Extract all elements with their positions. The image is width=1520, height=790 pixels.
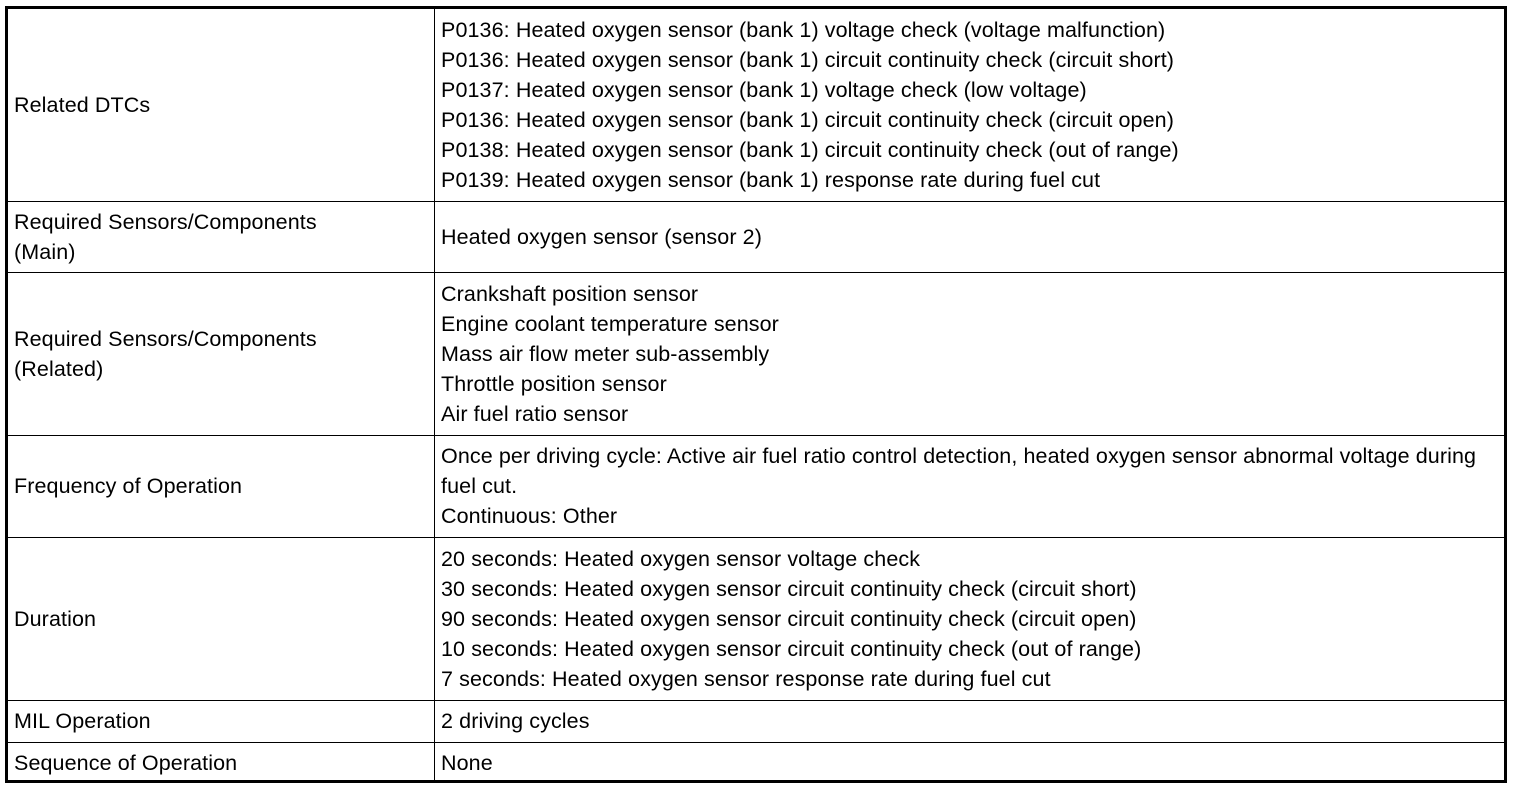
value-line: Mass air flow meter sub-assembly [441,341,770,366]
value-line: P0136: Heated oxygen sensor (bank 1) circuit continuity check (circuit open) [441,107,1174,132]
value-line: Once per driving cycle: Active air fuel ratio control detection, heated oxygen sensor abnormal voltage during fuel cut. [441,444,1477,498]
row-label [8,742,435,783]
row-label [8,435,435,537]
row-value [435,9,1505,201]
value-line: Air fuel ratio sensor [441,401,629,426]
row-value [435,537,1505,700]
value-line: 20 seconds: Heated oxygen sensor voltage check [441,546,921,571]
value-line: P0136: Heated oxygen sensor (bank 1) circuit continuity check (circuit short) [441,47,1175,72]
row-mil-operation [8,700,1504,742]
label-text: (Main) [14,239,76,264]
value-line: 2 driving cycles [441,709,590,733]
value-line: 7 seconds: Heated oxygen sensor response rate during fuel cut [441,666,1051,691]
row-label [8,9,435,201]
row-label [8,537,435,700]
value-line: 30 seconds: Heated oxygen sensor circuit continuity check (circuit short) [441,576,1137,601]
value-line: P0139: Heated oxygen sensor (bank 1) response rate during fuel cut [441,167,1101,192]
label-text: Required Sensors/Components [14,326,317,351]
label-text: Sequence of Operation [14,750,238,775]
spec-table [8,9,1504,783]
value-line: Engine coolant temperature sensor [441,311,779,336]
row-value [435,201,1505,272]
value-line: None [441,750,493,775]
row-sequence [8,742,1504,783]
monitor-spec-table [5,6,1507,783]
label-text: MIL Operation [14,709,151,733]
row-value [435,272,1505,435]
value-line: 90 seconds: Heated oxygen sensor circuit continuity check (circuit open) [441,606,1137,631]
row-duration [8,537,1504,700]
row-label [8,201,435,272]
row-value [435,700,1505,742]
row-label [8,700,435,742]
row-value [435,742,1505,783]
value-line: Continuous: Other [441,504,618,528]
value-line: P0137: Heated oxygen sensor (bank 1) voltage check (low voltage) [441,77,1087,102]
value-line: Crankshaft position sensor [441,281,699,306]
row-required-main [8,201,1504,272]
label-text: Required Sensors/Components [14,209,317,234]
label-text: (Related) [14,356,104,381]
value-line: P0136: Heated oxygen sensor (bank 1) voltage check (voltage malfunction) [441,17,1166,42]
label-text: Related DTCs [14,92,151,117]
value-line: Heated oxygen sensor (sensor 2) [441,224,762,249]
value-line: Throttle position sensor [441,371,667,396]
label-text: Frequency of Operation [14,474,243,498]
row-required-related [8,272,1504,435]
value-line: P0138: Heated oxygen sensor (bank 1) circuit continuity check (out of range) [441,137,1179,162]
row-value [435,435,1505,537]
value-line: 10 seconds: Heated oxygen sensor circuit continuity check (out of range) [441,636,1142,661]
label-text: Duration [14,606,97,631]
row-frequency [8,435,1504,537]
row-label [8,272,435,435]
row-related-dtcs [8,9,1504,201]
